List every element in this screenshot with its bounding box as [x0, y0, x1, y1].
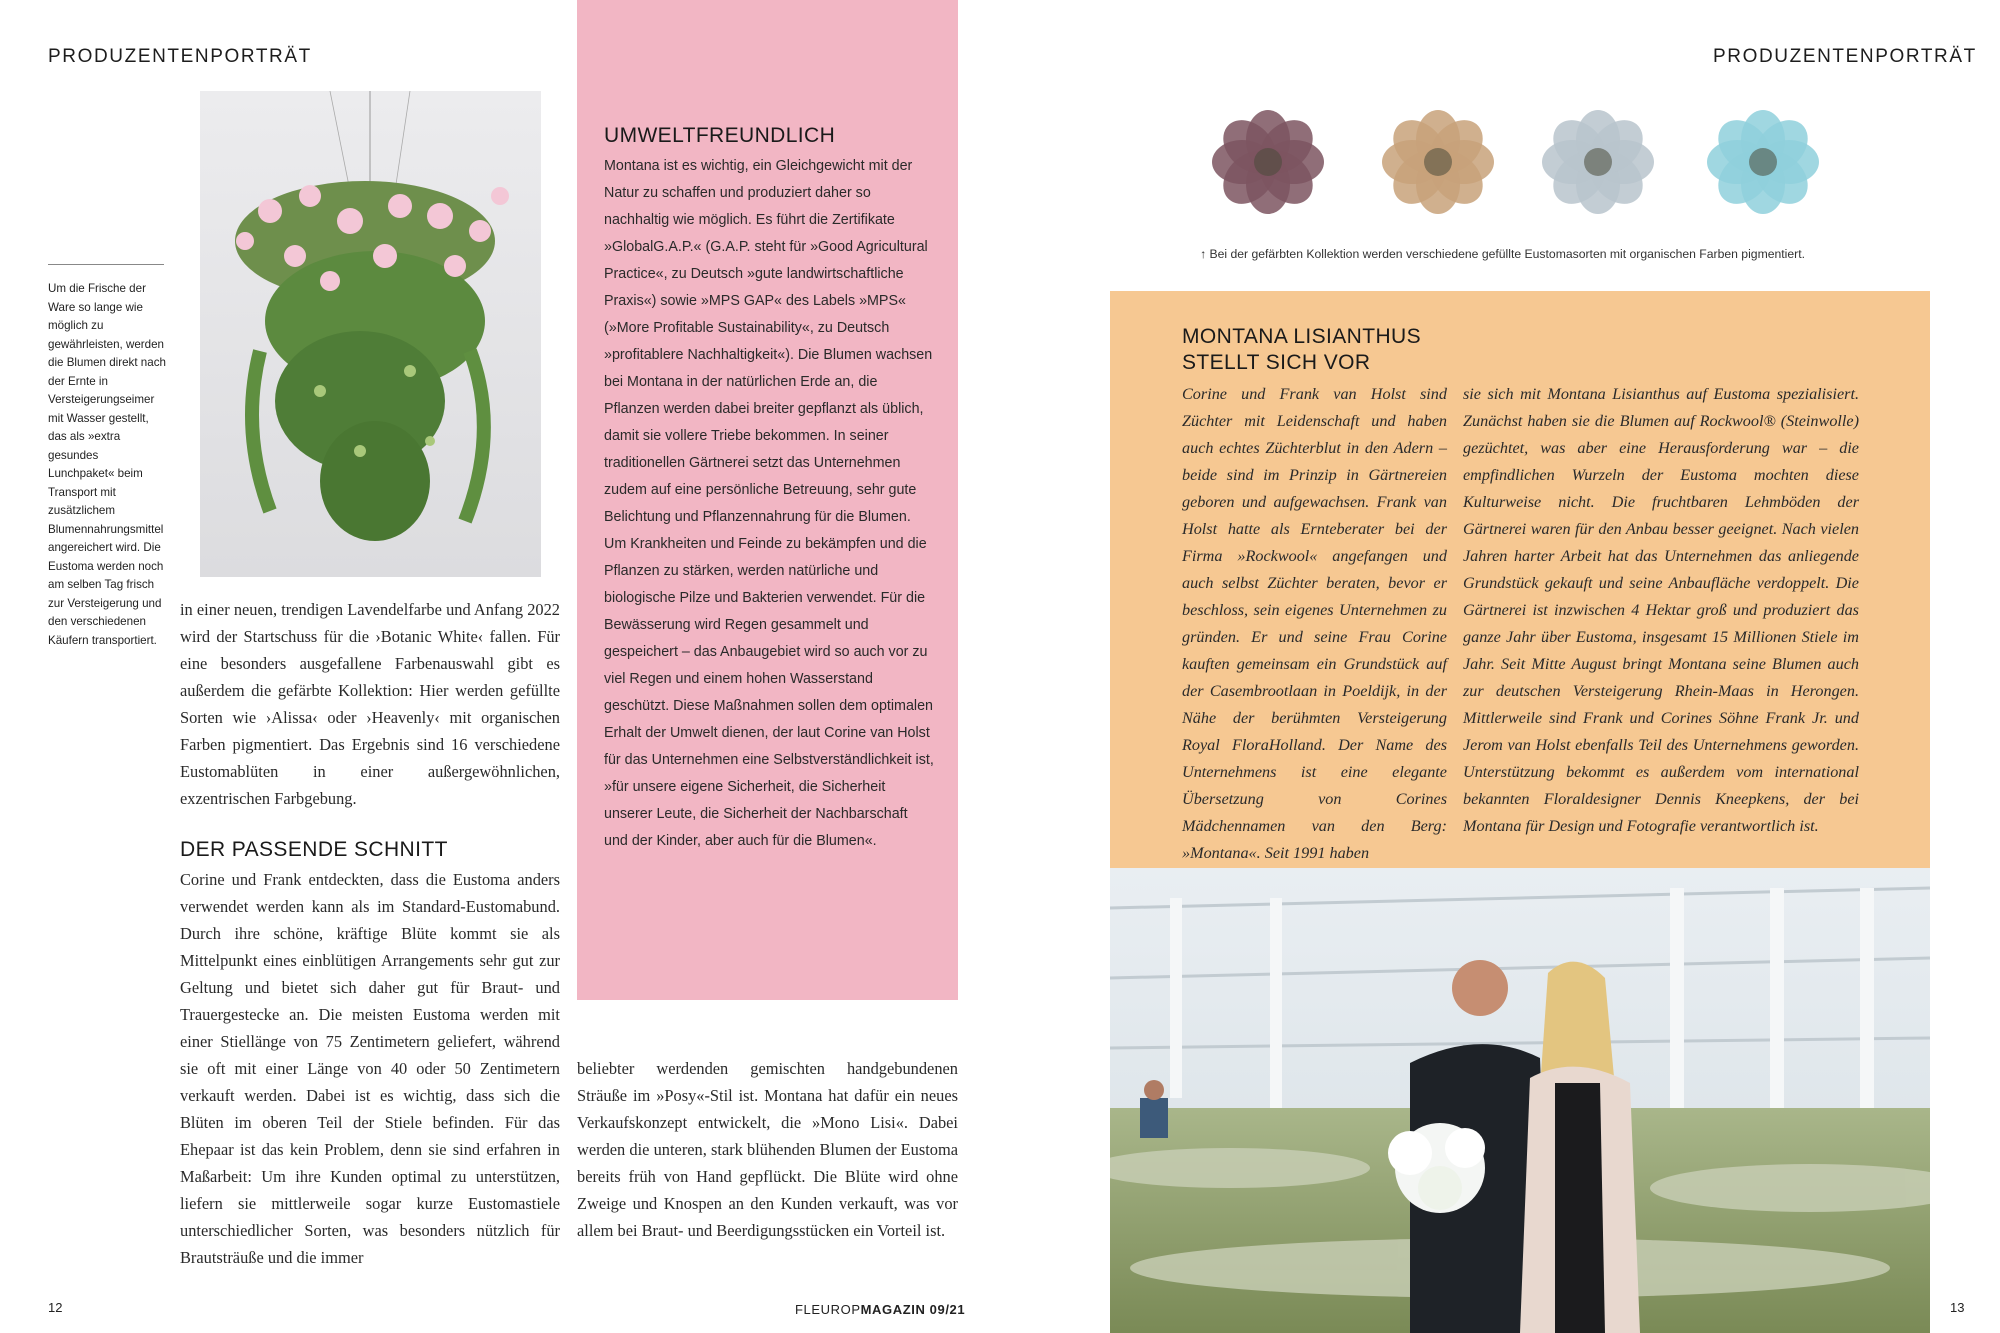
footer-issue: MAGAZIN 09/21	[860, 1302, 966, 1317]
greenhouse-portrait-photo	[1110, 868, 1930, 1333]
flower-caption-text: Bei der gefärbten Kollektion werden verschiedene gefüllte Eustomasorten mit organischen Farben pigmentiert.	[1209, 247, 1805, 261]
running-head-right: PRODUZENTENPORTRÄT	[1713, 46, 1977, 67]
section-heading-schnitt: DER PASSENDE SCHNITT	[180, 838, 448, 861]
pink-box-heading: UMWELTFREUNDLICH	[604, 124, 836, 147]
hanging-bouquet-photo	[200, 91, 541, 577]
body-column-two-bottom: beliebter werdenden gemischten handgebundenen Sträuße im »Posy«-Stil ist. Montana hat dafür ein neues Verkaufskonzept entwickelt, die »Mono Lisi«. Dabei werden die unteren, stark blühenden Blumen der Eustoma bereits früh von Hand gepflückt. Die Blüte wird ohne Zweige und Knospen an den Kunden verkauft, was vor allem bei Braut- und Beerdigungsstücken ein Vorteil ist.	[577, 1059, 958, 1240]
sidebar-divider	[48, 264, 164, 265]
sidebar-note: Um die Frische der Ware so lange wie möglich zu gewährleisten, werden die Blumen direkt nach der Ernte in Versteigerungseimer mit Wasser gestellt, das als »extra gesundes Lunchpaket« beim Transport mit zusätzlichem Blumennahrungsmittel angereichert wird. Die Eustoma werden noch am selben Tag frisch zur Versteigerung und den verschiedenen Käufern transportiert.	[48, 282, 166, 647]
dyed-flower-row	[1198, 92, 1858, 232]
body-column-intro: in einer neuen, trendigen Lavendelfarbe und Anfang 2022 wird der Startschuss für die ›Botanic White‹ fallen. Für eine besonders ausgefallene Farbenauswahl gibt es außerdem die gefärbte Kollektion: Hier werden gefüllte Sorten wie ›Alissa‹ oder ›Heavenly‹ mit organischen Farben pigmentiert. Das Ergebnis sind 16 verschiedene Eustomablüten in einer außergewöhnlichen, exzentrischen Farbgebung.	[180, 600, 560, 808]
box-heading-line2: STELLT SICH VOR	[1182, 351, 1371, 374]
arrow-up-icon: ↑	[1200, 247, 1207, 261]
dyed-flower-blossom	[1382, 110, 1494, 215]
pink-box-text: Montana ist es wichtig, ein Gleichgewicht mit der Natur zu schaffen und produziert daher so nachhaltig wie möglich. Es führt die Zertifikate »GlobalG.A.P.« (G.A.P. steht für »Good Agricultural Practice«, zu Deutsch »gute landwirtschaftliche Praxis«) sowie »MPS GAP« des Labels »MPS« (»More Profitable Sustainability«, zu Deutsch »profitablere Nachhaltigkeit«). Die Blumen wachsen bei Montana in der natürlichen Erde an, die Pflanzen werden dabei breiter gepflanzt als üblich, damit sie vollere Triebe bekommen. In seiner traditionellen Gärtnerei setzt das Unternehmen zudem auf eine persönliche Betreuung, sehr gute Belichtung und Pflanzennahrung für die Blumen. Um Krankheiten und Feinde zu bekämpfen und die Pflanzen zu stärken, werden natürliche und biologische Pilze und Bakterien verwendet. Für die Bewässerung wird Regen gesammelt und gespeichert – das Anbaugebiet wird so auch vor zu viel Regen und einem hohen Wasserstand geschützt. Diese Maßnahmen sollen dem optimalen Erhalt der Umwelt dienen, der laut Corine van Holst für das Unternehmen eine Selbstverständlichkeit ist, »für unsere eigene Sicherheit, die Sicherheit unserer Leute, die Sicherheit der Nachbarschaft und der Kinder, aber auch für die Blumen«.	[604, 158, 934, 849]
footer-magazine-name	[795, 1302, 965, 1317]
box-column-one: Corine und Frank van Holst sind Züchter mit Leidenschaft und haben auch echtes Züchterblut in den Adern – beide sind im Prinzip in Gärtnereien geboren und aufgewachsen. Frank van Holst hatte als Ernteberater bei der Firma »Rockwool« angefangen und auch selbst Züchter beraten, bevor er beschloss, sein eigenes Unternehmen zu gründen. Er und seine Frau Corine kauften gemeinsam ein Grundstück auf der Casembrootlaan in Poeldijk, in der Nähe der berühmten Versteigerung Royal FloraHolland. Der Name des Unternehmens ist eine elegante Übersetzung von Corines Mädchennamen van den Berg: »Montana«. Seit 1991 haben	[1182, 385, 1447, 862]
dyed-flowers-illustration	[1198, 92, 1858, 232]
box-heading-line1: MONTANA LISIANTHUS	[1182, 325, 1422, 348]
hanging-bouquet-illustration	[200, 91, 541, 577]
page-number-right: 13	[1950, 1300, 1965, 1315]
footer-brand: FLEUROP	[795, 1302, 861, 1317]
dyed-flower-blossom	[1707, 110, 1819, 215]
page-number-left: 12	[48, 1300, 63, 1315]
dyed-flower-blossom	[1542, 110, 1654, 215]
box-column-two: sie sich mit Montana Lisianthus auf Eustoma spezialisiert. Zunächst haben sie die Blumen auf Rockwool® (Steinwolle) gezüchtet, was aber eine Herausforderung war – die empfindlichen Wurzeln der Eustoma mochten diese Kulturweise nicht. Die fruchtbaren Lehmböden der Gärtnerei waren für den Anbau besser geeignet. Nach vielen Jahren harter Arbeit hat das Unternehmen das anliegende Grundstück gekauft und seine Anbaufläche verdoppelt. Die Gärtnerei ist inzwischen 4 Hektar groß und produziert das ganze Jahr über Eustoma, insgesamt 15 Millionen Stiele im Jahr. Seit Mitte August bringt Montana seine Blumen auch zur deutschen Versteigerung Rhein-Maas in Herongen. Mittlerweile sind Frank und Corines Söhne Frank Jr. und Jerom van Holst ebenfalls Teil des Unternehmens geworden. Unterstützung bekommt es außerdem vom international bekannten Floraldesigner Dennis Kneepkens, der bei Montana für Design und Fotografie verantwortlich ist.	[1463, 385, 1859, 835]
running-head-left: PRODUZENTENPORTRÄT	[48, 46, 312, 67]
body-column-schnitt: Corine und Frank entdeckten, dass die Eustoma anders verwendet werden kann als im Standard-Eustomabund. Durch ihre schöne, kräftige Blüte kommt sie als Mittelpunkt eines einblütigen Arrangements sehr gut zur Geltung und bietet sich daher gut für Braut- und Trauergestecke an. Die meisten Eustoma werden mit einer Stiellänge von 75 Zentimetern geliefert, während sie oft mit einer Länge von 40 oder 50 Zentimetern verkauft werden. Dabei ist es wichtig, dass sich die Blüten im oberen Teil der Stiele befinden. Für das Ehepaar ist das kein Problem, denn sie sind erfahren in Maßarbeit: Um ihre Kunden optimal zu unterstützen, liefern sie mittlerweile sogar kurze Eustomastiele unterschiedlicher Sorten, was besonders nützlich für Brautsträuße und die immer	[180, 870, 560, 1267]
greenhouse-illustration	[1110, 868, 1930, 1333]
dyed-flower-blossom	[1212, 110, 1324, 215]
flower-caption	[1200, 247, 1805, 261]
